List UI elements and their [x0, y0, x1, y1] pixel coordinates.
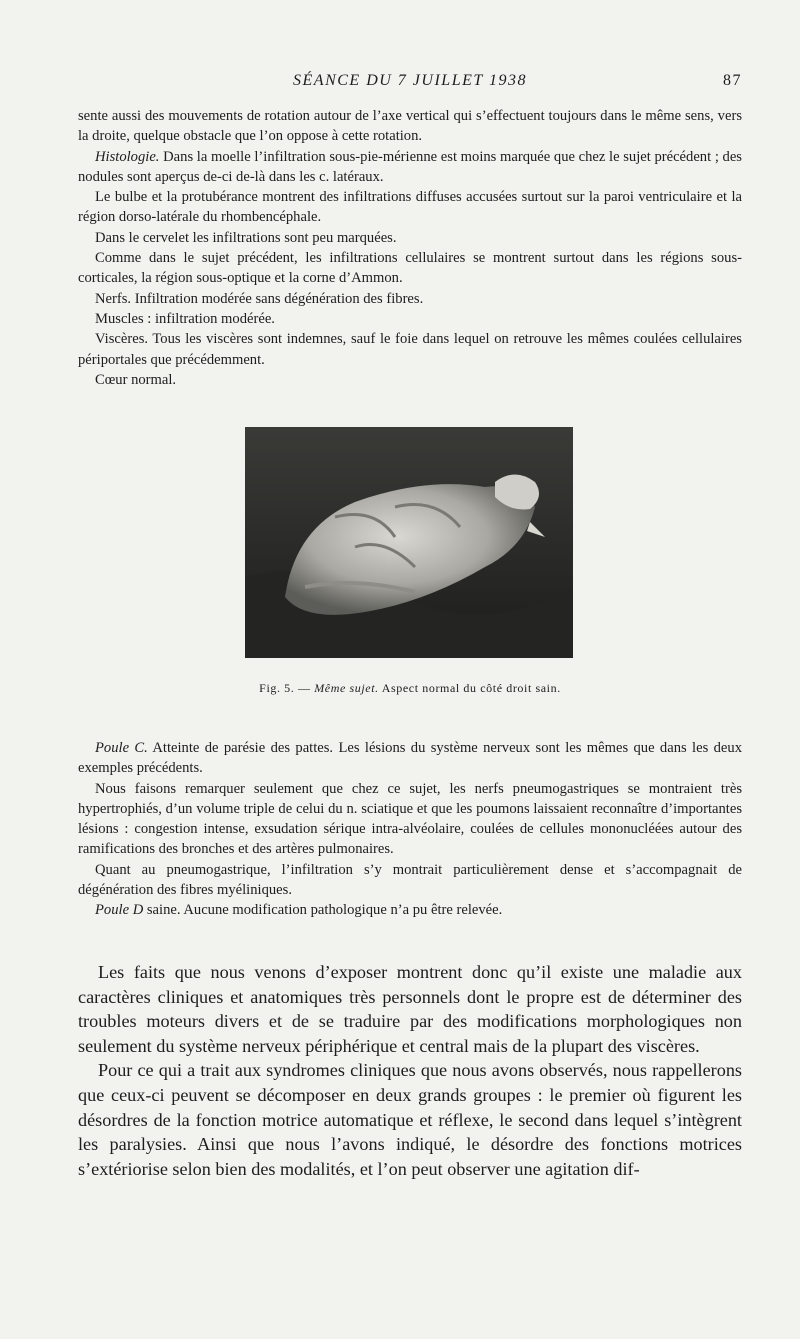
paragraph-poule-d: [78, 900, 742, 920]
page-number: 87: [723, 72, 742, 89]
header-title: SÉANCE DU 7 JUILLET 1938: [293, 72, 527, 89]
paragraph-continuation: sente aussi des mouvements de rotation autour de l’axe vertical qui s’effectuent toujours dans le même sens, vers la droite, quelque obstacle que l’on oppose à cette rotation.: [78, 108, 742, 145]
hen-photo-illustration: [245, 427, 573, 658]
mid-text-block: [78, 738, 742, 921]
paragraph-pneumogastrique-infiltration: Quant au pneumogastrique, l’infiltration s’y montrait particulièrement dense et s’accompagnait de dégénération des fibres myéliniques.: [78, 861, 742, 899]
histologie-label: Histologie.: [95, 148, 160, 165]
paragraph-infiltrations: Comme dans le sujet précédent, les infiltrations cellulaires se montrent surtout dans les régions sous-corticales, la région sous-optique et la corne d’Ammon.: [78, 250, 742, 287]
poule-d-label: Poule D: [95, 902, 144, 919]
paragraph-muscles: Muscles : infiltration modérée.: [95, 310, 275, 327]
caption-italic: Même sujet.: [314, 681, 379, 695]
conclusion-text-block: [78, 960, 742, 1181]
paragraph-poule-c: [78, 738, 742, 779]
caption-prefix: Fig. 5. —: [259, 681, 315, 695]
histologie-text: Dans la moelle l’infiltration sous-pie-mérienne est moins marquée que chez le sujet précédent ; des nodules sont aperçus de-ci de-là dans les c. latéraux.: [78, 148, 742, 185]
figure-photo: [245, 427, 573, 658]
paragraph-bulbe: Le bulbe et la protubérance montrent des infiltrations diffuses accusées surtout sur la paroi ventriculaire et la région dorso-latérale du rhombencéphale.: [78, 189, 742, 226]
caption-rest: Aspect normal du côté droit sain.: [378, 681, 561, 695]
paragraph-conclusion-1: Les faits que nous venons d’exposer montrent donc qu’il existe une maladie aux caractères cliniques et anatomiques très personnels dont le propre est de déterminer des troubles moteurs divers et de se traduire par des modifications morphologiques non seulement du système nerveux périphérique et central mais de la plupart des viscères.: [78, 962, 742, 1056]
poule-c-label: Poule C.: [95, 740, 148, 756]
paragraph-histologie: [78, 147, 742, 188]
poule-c-text: Atteinte de parésie des pattes. Les lésions du système nerveux sont les mêmes que dans les deux exemples précédents.: [78, 740, 742, 777]
paragraph-nerfs: Nerfs. Infiltration modérée sans dégénération des fibres.: [95, 290, 424, 307]
paragraph-coeur: Cœur normal.: [95, 371, 177, 388]
paragraph-conclusion-2: Pour ce qui a trait aux syndromes cliniques que nous avons observés, nous rappellerons que ceux-ci peuvent se décomposer en deux grands groupes : le premier où figurent les désordres de la fonction motrice automatique et réflexe, le second dans lequel s’intègrent les paralysies. Ainsi que nous l’avons indiqué, le désordre des fonctions motrices s’extériorise selon bien des modalités, et l’on peut observer une agitation dif-: [78, 1060, 742, 1179]
paragraph-pneumogastriques: Nous faisons remarquer seulement que chez ce sujet, les nerfs pneumogastriques se montraient très hypertrophiés, d’un volume triple de celui du n. sciatique et que les poumons laissaient reconnaître d’importantes lésions : congestion intense, exsudation sérique intra-alvéolaire, coulées de cellules mononucléées autour des ramifications des bronches et des artères pulmonaires.: [78, 780, 742, 858]
paragraph-cervelet: Dans le cervelet les infiltrations sont peu marquées.: [95, 229, 397, 246]
top-text-block: [78, 106, 742, 390]
figure-caption: [78, 681, 742, 696]
poule-d-text: saine. Aucune modification pathologique n’a pu être relevée.: [143, 902, 503, 919]
running-header: [78, 72, 742, 90]
paragraph-visceres: Viscères. Tous les viscères sont indemnes, sauf le foie dans lequel on retrouve les mêmes coulées cellulaires périportales que précédemment.: [78, 331, 742, 368]
